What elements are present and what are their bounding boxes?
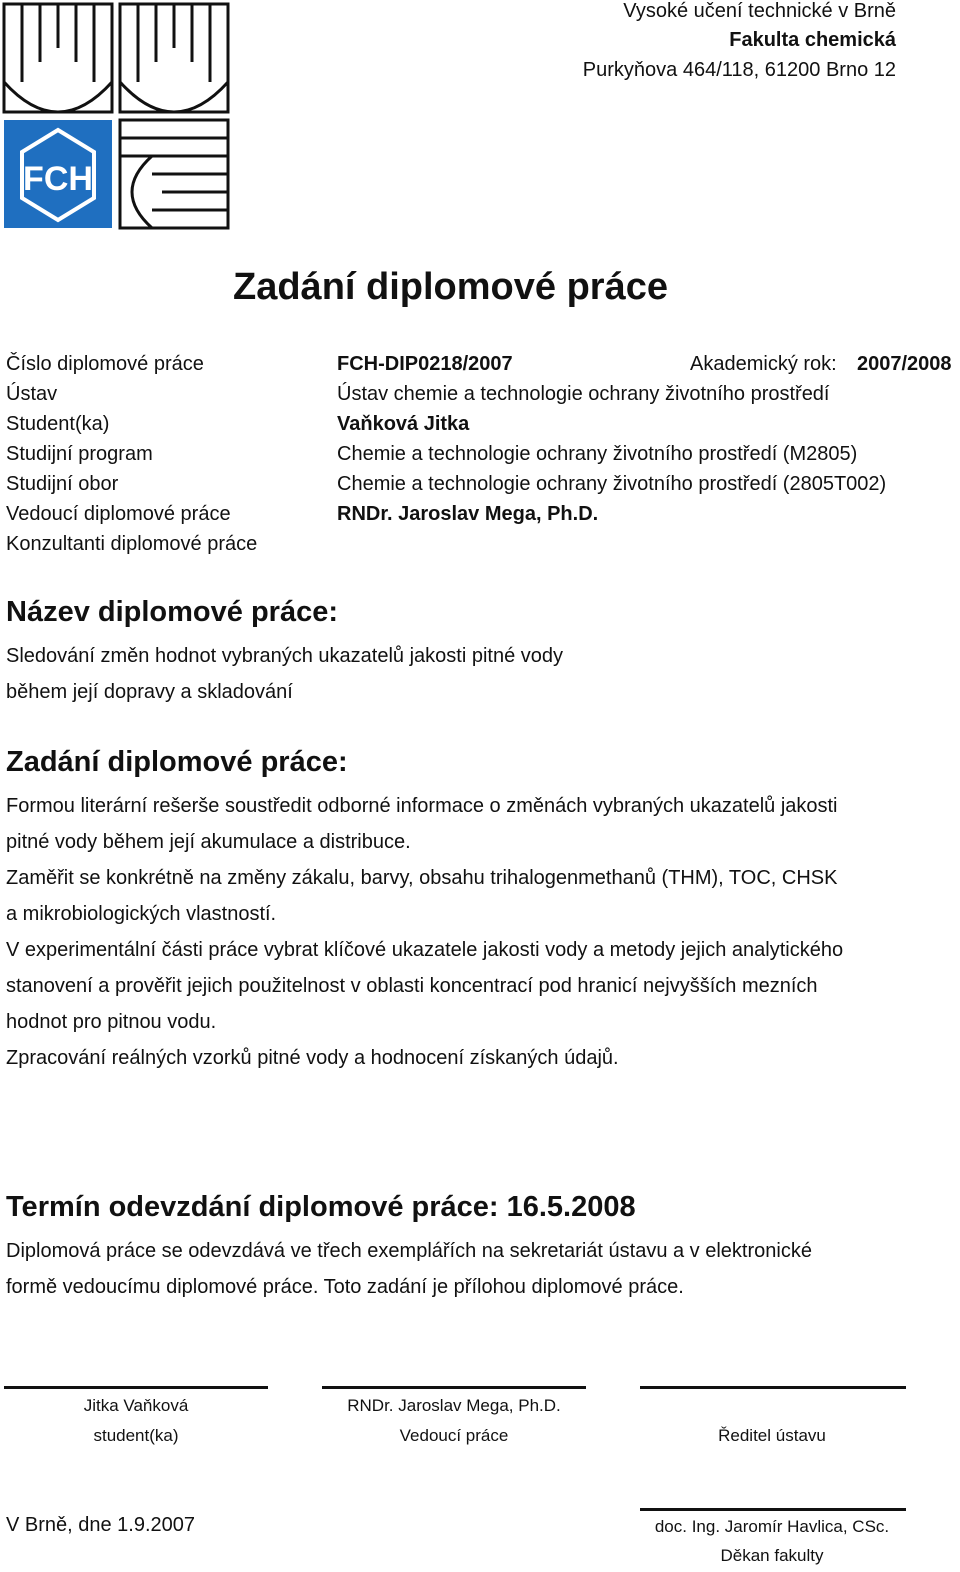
supervisor-signature-role: Vedoucí práce bbox=[399, 1426, 509, 1445]
thesis-name-heading: Název diplomové práce: bbox=[6, 596, 338, 628]
deadline-line: Diplomová práce se odevzdává ve třech exemplářích na sekretariát ústavu a v elektronické bbox=[6, 1240, 812, 1262]
field-label: Studijní obor bbox=[6, 473, 119, 495]
signature-line-dean bbox=[640, 1508, 906, 1511]
assignment-line: hodnot pro pitnou vodu. bbox=[6, 1011, 217, 1033]
signature-line-director bbox=[640, 1386, 906, 1389]
assignment-line: Zaměřit se konkrétně na změny zákalu, barvy, obsahu trihalogenmethanů (THM), TOC, CHSK bbox=[6, 867, 838, 889]
thesis-name-line: během její dopravy a skladování bbox=[6, 681, 293, 703]
logo-text: FCH bbox=[23, 160, 93, 198]
student-signature-role: student(ka) bbox=[93, 1426, 179, 1445]
assignment-line: V experimentální části práce vybrat klíčové ukazatele jakosti vody a metody jejich analytického bbox=[6, 939, 844, 961]
thesis-number: FCH-DIP0218/2007 bbox=[337, 353, 513, 375]
student-label: Student(ka) bbox=[6, 413, 110, 435]
assignment-line: stanovení a prověřit jejich použitelnost v oblasti koncentrací pod hranicí nejvyšších mezních bbox=[6, 975, 818, 997]
assignment-line: Formou literární rešerše soustředit odborné informace o změnách vybraných ukazatelů jakosti bbox=[6, 795, 838, 817]
university-name: Vysoké učení technické v Brně bbox=[623, 0, 896, 22]
academic-year: 2007/2008 bbox=[857, 353, 952, 375]
faculty-logo bbox=[2, 2, 230, 230]
assignment-line: a mikrobiologických vlastností. bbox=[6, 903, 277, 925]
dean-signature-name: doc. Ing. Jaromír Havlica, CSc. bbox=[654, 1517, 890, 1536]
institute-label: Ústav bbox=[6, 383, 58, 405]
signature-line-supervisor bbox=[322, 1386, 586, 1389]
assignment-line: pitné vody během její akumulace a distribuce. bbox=[6, 831, 411, 853]
academic-year-label: Akademický rok: bbox=[690, 353, 837, 375]
director-signature-role: Ředitel ústavu bbox=[718, 1426, 826, 1445]
field: Chemie a technologie ochrany životního prostředí (2805T002) bbox=[337, 473, 887, 495]
supervisor-label: Vedoucí diplomové práce bbox=[6, 503, 231, 525]
supervisor: RNDr. Jaroslav Mega, Ph.D. bbox=[337, 503, 599, 525]
dean-signature-role: Děkan fakulty bbox=[720, 1546, 824, 1565]
deadline-line: formě vedoucímu diplomové práce. Toto zadání je přílohou diplomové práce. bbox=[6, 1276, 684, 1298]
assignment-heading: Zadání diplomové práce: bbox=[6, 746, 348, 778]
consultants-label: Konzultanti diplomové práce bbox=[6, 533, 258, 555]
deadline-heading: Termín odevzdání diplomové práce: 16.5.2008 bbox=[6, 1191, 636, 1223]
institute: Ústav chemie a technologie ochrany životního prostředí bbox=[337, 383, 830, 405]
program-label: Studijní program bbox=[6, 443, 153, 465]
address: Purkyňova 464/118, 61200 Brno 12 bbox=[582, 59, 896, 81]
student-signature-name: Jitka Vaňková bbox=[83, 1396, 189, 1415]
assignment-line: Zpracování reálných vzorků pitné vody a hodnocení získaných údajů. bbox=[6, 1047, 619, 1069]
place-date: V Brně, dne 1.9.2007 bbox=[6, 1514, 196, 1536]
supervisor-signature-name: RNDr. Jaroslav Mega, Ph.D. bbox=[347, 1396, 561, 1415]
page-title: Zadání diplomové práce bbox=[233, 266, 668, 308]
faculty-name: Fakulta chemická bbox=[729, 29, 896, 51]
student: Vaňková Jitka bbox=[337, 413, 470, 435]
thesis-number-label: Číslo diplomové práce bbox=[6, 353, 204, 375]
signature-line-student bbox=[4, 1386, 268, 1389]
program: Chemie a technologie ochrany životního prostředí (M2805) bbox=[337, 443, 858, 465]
thesis-name-line: Sledování změn hodnot vybraných ukazatelů jakosti pitné vody bbox=[6, 645, 564, 667]
